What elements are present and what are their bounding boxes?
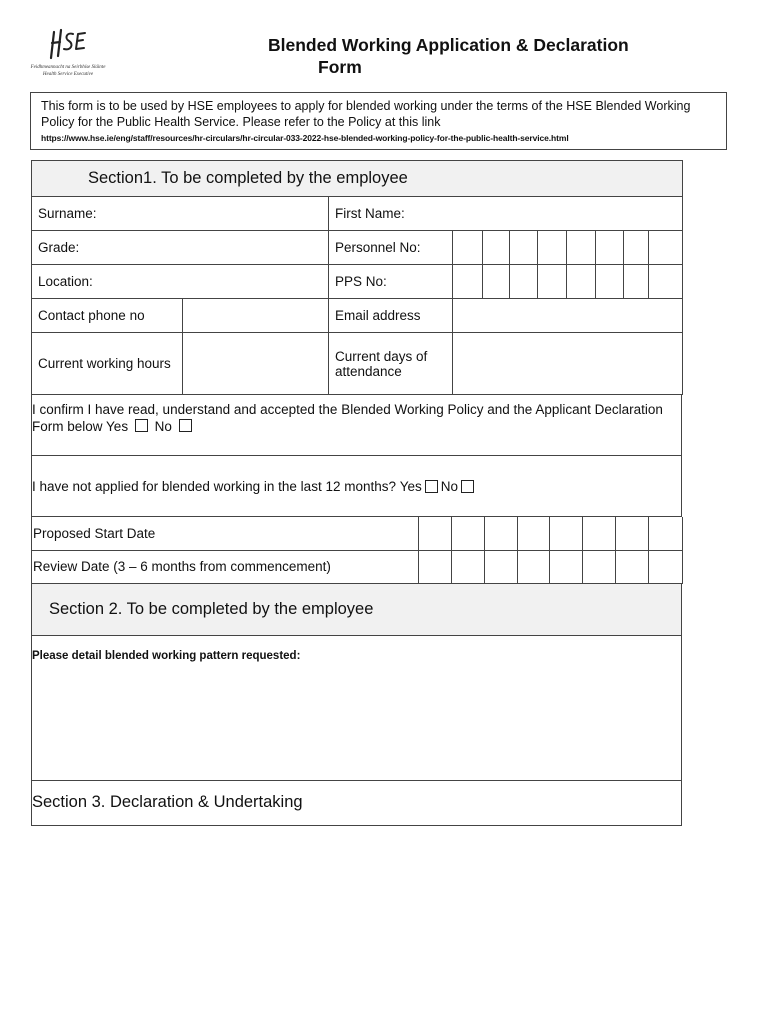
current-days-input[interactable] [453, 333, 683, 395]
proposed-start-label: Proposed Start Date [32, 517, 419, 550]
working-pattern-field[interactable] [31, 636, 682, 781]
pps-no-digit[interactable] [483, 265, 510, 299]
title-line-2: Form [318, 57, 362, 77]
applied-yes-label: Yes [399, 478, 422, 494]
start-date-digit[interactable] [452, 517, 485, 550]
pps-no-digit[interactable] [649, 265, 683, 299]
applied-yes-checkbox[interactable] [425, 480, 438, 493]
intro-text: This form is to be used by HSE employees to apply for blended working under the terms of the HSE Blended Working Policy for the Public Health Service. Please refer to the Policy at this link [41, 99, 691, 129]
dates-table [31, 517, 683, 584]
review-date-digit[interactable] [452, 550, 485, 583]
confirm-no-checkbox[interactable] [179, 419, 192, 432]
personnel-no-label: Personnel No: [329, 231, 453, 265]
policy-link[interactable]: https://www.hse.ie/eng/staff/resources/hr-circulars/hr-circular-033-2022-hse-blended-working-policy-for-the-public-health-service.html [41, 133, 569, 143]
current-hours-label: Current working hours [32, 333, 183, 395]
review-date-digit[interactable] [518, 550, 550, 583]
working-pattern-label: Please detail blended working pattern requested: [32, 649, 301, 662]
pps-no-digit[interactable] [538, 265, 567, 299]
review-date-digit[interactable] [419, 550, 452, 583]
applied-no-label: No [440, 478, 459, 494]
personnel-no-digit[interactable] [483, 231, 510, 265]
review-date-digit[interactable] [649, 550, 683, 583]
pps-no-digit[interactable] [510, 265, 538, 299]
first-name-field[interactable] [329, 197, 683, 231]
review-date-digit[interactable] [485, 550, 518, 583]
personnel-no-digit[interactable] [510, 231, 538, 265]
start-date-digit[interactable] [583, 517, 616, 550]
hse-logo [28, 28, 108, 84]
employee-details-table [31, 160, 683, 395]
location-field[interactable] [32, 265, 329, 299]
hse-logo-icon [48, 28, 88, 62]
surname-label: Surname: [38, 206, 97, 221]
title-line-1: Blended Working Application & Declaration [268, 35, 629, 55]
logo-irish-name: Feidhmeannacht na Seirbhíse Sláinte [30, 65, 106, 70]
pps-no-digit[interactable] [567, 265, 596, 299]
start-date-digit[interactable] [485, 517, 518, 550]
applied-text: I have not applied for blended working in the last 12 months? [32, 478, 396, 494]
page-title [230, 34, 720, 78]
personnel-no-digit[interactable] [567, 231, 596, 265]
pps-no-digit[interactable] [596, 265, 624, 299]
application-form [31, 160, 682, 826]
personnel-no-digit[interactable] [453, 231, 483, 265]
section3-title: Section 3. Declaration & Undertaking [31, 781, 682, 826]
confirm-yes-checkbox[interactable] [135, 419, 148, 432]
confirm-text: I confirm I have read, understand and accepted the Blended Working Policy and the Applicant Declaration Form below [32, 402, 663, 434]
first-name-label: First Name: [335, 206, 405, 221]
pps-no-label: PPS No: [329, 265, 453, 299]
review-date-digit[interactable] [616, 550, 649, 583]
review-date-digit[interactable] [583, 550, 616, 583]
email-label: Email address [329, 299, 453, 333]
current-days-label: Current days of attendance [329, 333, 453, 395]
start-date-digit[interactable] [649, 517, 683, 550]
location-label: Location: [38, 274, 93, 289]
review-date-digit[interactable] [550, 550, 583, 583]
personnel-no-digit[interactable] [649, 231, 683, 265]
surname-field[interactable] [32, 197, 329, 231]
grade-field[interactable] [32, 231, 329, 265]
contact-phone-label: Contact phone no [32, 299, 183, 333]
logo-english-name: Health Service Executive [42, 72, 94, 77]
previous-application-question [31, 456, 682, 517]
confirm-no-label: No [154, 419, 172, 434]
section1-title: Section1. To be completed by the employee [32, 161, 683, 197]
section2-title: Section 2. To be completed by the employee [31, 584, 682, 636]
grade-label: Grade: [38, 240, 80, 255]
applied-no-checkbox[interactable] [461, 480, 474, 493]
personnel-no-digit[interactable] [624, 231, 649, 265]
pps-no-digit[interactable] [624, 265, 649, 299]
start-date-digit[interactable] [616, 517, 649, 550]
confirm-yes-label: Yes [106, 419, 129, 434]
policy-confirmation [31, 395, 682, 456]
start-date-digit[interactable] [518, 517, 550, 550]
start-date-digit[interactable] [550, 517, 583, 550]
current-hours-input[interactable] [183, 333, 329, 395]
personnel-no-digit[interactable] [596, 231, 624, 265]
email-input[interactable] [453, 299, 683, 333]
start-date-digit[interactable] [419, 517, 452, 550]
contact-phone-input[interactable] [183, 299, 329, 333]
pps-no-digit[interactable] [453, 265, 483, 299]
review-date-label: Review Date (3 – 6 months from commencement) [32, 550, 419, 583]
personnel-no-digit[interactable] [538, 231, 567, 265]
intro-box [30, 92, 727, 150]
